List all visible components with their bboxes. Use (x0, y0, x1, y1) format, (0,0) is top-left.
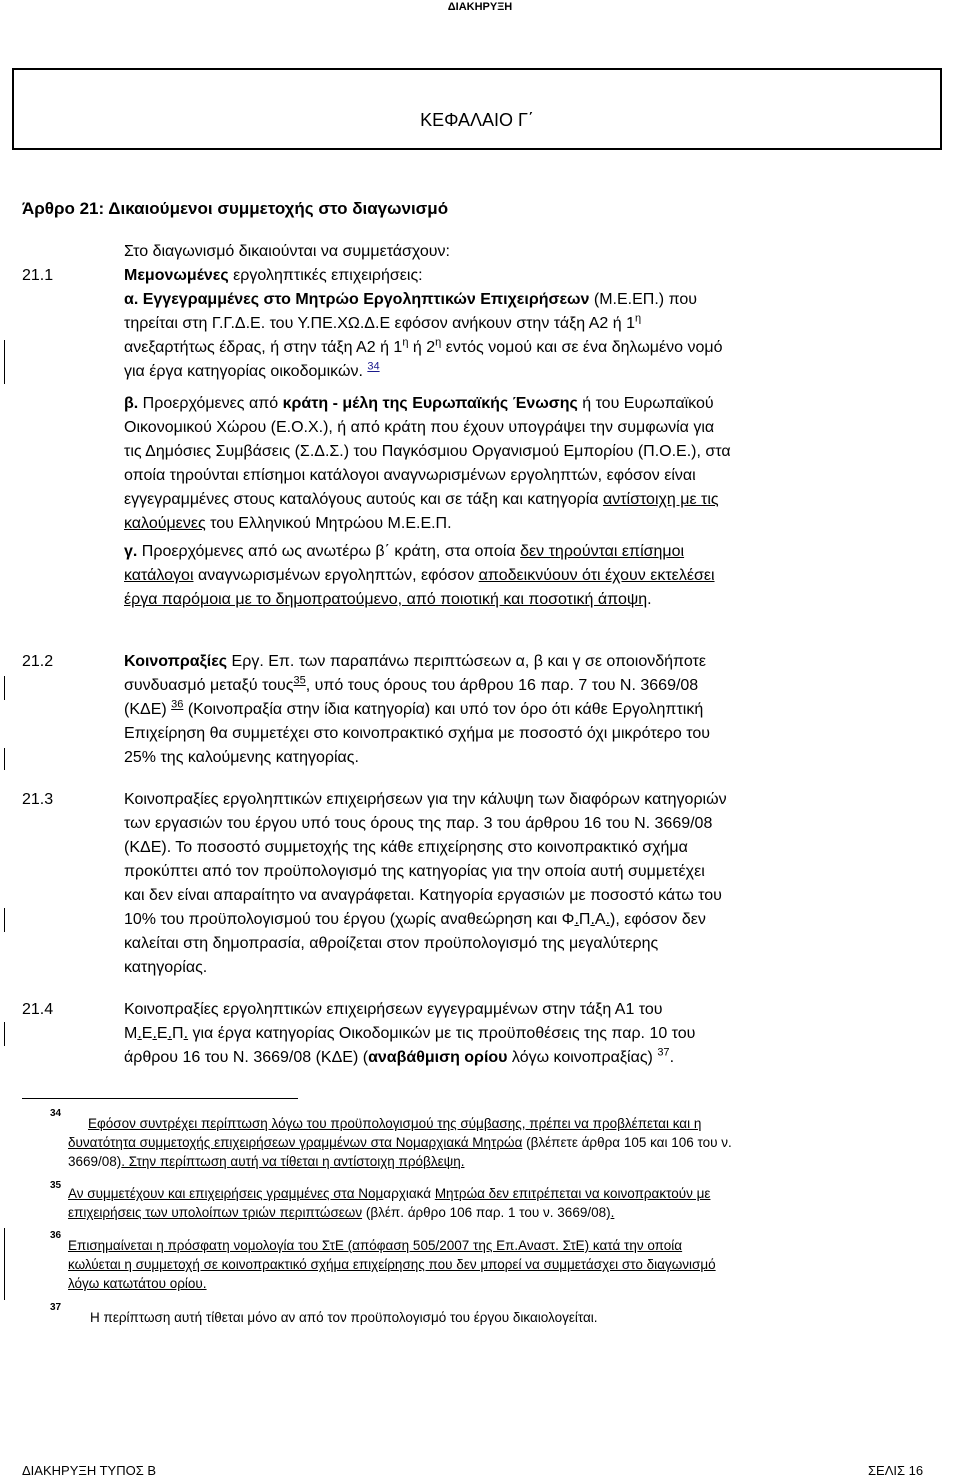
s211-b-line1b: κράτη - μέλη της Ευρωπαϊκής Ένωσης (282, 395, 578, 412)
f34-l2u: δυνατότητα συμμετοχής επιχειρήσεων γραμμένων στα Νομαρχιακά Μητρώα (68, 1135, 523, 1150)
s214-line1: Κοινοπραξίες εργοληπτικών επιχειρήσεων εγγεγραμμένων στην τάξη Α1 του (124, 1001, 663, 1018)
f36-l3u: λόγω κατωτάτου ορίου. (68, 1276, 207, 1291)
s212-l1: Εργ. Επ. των παραπάνω περιπτώσεων α, β και γ σε οποιονδήποτε (227, 653, 706, 670)
s214-l3d: . (669, 1049, 675, 1066)
f36-l2u: κωλύεται η συμμετοχή σε κοινοπρακτικό σχήμα επιχείρησης που δεν μπορεί να συμμετάσχει στο διαγωνισμό (68, 1257, 716, 1272)
footnote-ref-37[interactable]: 37 (657, 1046, 670, 1059)
s213-l6u1: . (574, 911, 579, 928)
s214-l2d: Π (172, 1025, 184, 1042)
s211-a-line4 (124, 360, 935, 384)
s211-intro: Στο διαγωνισμό δικαιούνται να συμμετάσχουν: (124, 243, 450, 260)
f35-l2u: επιχειρήσεις των υπολοίπων τριών περιπτώσεων (68, 1205, 363, 1220)
footnote-35-line1 (68, 1184, 934, 1203)
s214-line2 (124, 1022, 935, 1046)
s214-l2u4: . (183, 1025, 189, 1042)
s211-c-line2u: κατάλογοι (124, 567, 194, 584)
s212-l3b: (Κοινοπραξία στην ίδια κατηγορία) και υπό τον όρο ότι κάθε Εργοληπτική (183, 701, 704, 718)
s213-line5: και δεν είναι απαραίτητο να αναγράφεται. Κατηγορία εργασιών με ποσοστό κάτω του (124, 887, 722, 904)
s214-l2u3: . (167, 1025, 173, 1042)
revision-bar (4, 748, 5, 770)
s214-l2e: για έργα κατηγορίας Οικοδομικών με τις προϋποθέσεις της παρ. 10 του (188, 1025, 696, 1042)
s211-b-line6 (124, 512, 935, 536)
s211-b-line2: Οικονομικού Χώρου (Ε.Ο.Χ.), ή από κράτη που έχουν υπογράψει την συμφωνία για (124, 419, 715, 436)
s211-c-line2 (124, 564, 935, 588)
s212-l2b: , υπό τους όρους του άρθρου 16 παρ. 7 του Ν. 3669/08 (305, 677, 699, 694)
s211-a-line4-text: για έργα κατηγορίας οικοδομικών. (124, 363, 363, 380)
s211-b-line1 (124, 392, 935, 416)
s211-c-line1 (124, 540, 935, 564)
s211-c-line1u: δεν τηρούνται επίσημοι (520, 543, 685, 560)
s211-c-label: γ. (124, 543, 138, 560)
s211-b-label: β. (124, 395, 139, 412)
s211-b-line5u: αντίστοιχη με τις (602, 491, 719, 508)
s214-l3c: λόγω κοινοπραξίας) (507, 1049, 653, 1066)
s214-l2b: Ε (141, 1025, 153, 1042)
revision-bar (4, 1228, 5, 1300)
s211-c-line1a: Προερχόμενες από ως ανωτέρω β΄ κράτη, στα οποία (137, 543, 521, 560)
s213-l6d: ), εφόσον δεν (610, 911, 706, 928)
s211-a-line2-text: τηρείται στη Γ.Γ.Δ.Ε. του Υ.ΠΕ.ΧΩ.Δ.Ε εφόσον ανήκουν στην τάξη Α2 ή 1 (124, 315, 635, 332)
s214-line3 (124, 1046, 935, 1070)
s214-l2u2: . (152, 1025, 157, 1042)
f34-l1u: Εφόσον συντρέχει περίπτωση λόγω του προϋπολογισμού της σύμβασης, πρέπει να προβλέπεται και η (88, 1116, 702, 1131)
s212-line2 (124, 674, 935, 698)
s213-number: 21.3 (22, 791, 54, 808)
sup-eta-3: η (435, 336, 442, 349)
s213-line3: (ΚΔΕ). Το ποσοστό συμμετοχής της κάθε επιχείρησης στο κοινοπρακτικό σχήμα (124, 839, 688, 856)
s213-line1: Κοινοπραξίες εργοληπτικών επιχειρήσεων για την κάλυψη των διαφόρων κατηγοριών (124, 791, 727, 808)
s211-a-line2 (124, 312, 935, 336)
s213-line8: κατηγορίας. (124, 959, 208, 976)
footnote-35-number: 35 (50, 1180, 62, 1191)
footnote-ref-36[interactable]: 36 (171, 698, 184, 711)
s213-l6u3: . (605, 911, 611, 928)
footnote-37-number: 37 (50, 1302, 62, 1313)
revision-bar (4, 340, 5, 384)
footnote-35-line2 (68, 1203, 934, 1222)
chapter-box (12, 68, 942, 150)
s212-line3 (124, 698, 935, 722)
s213-l6c: Α (594, 911, 606, 928)
s211-c-line2a: αναγνωρισμένων εργοληπτών, εφόσον (193, 567, 479, 584)
s211-b-line1a: Προερχόμενες από (138, 395, 283, 412)
s214-l3b: αναβάθμιση ορίου (368, 1049, 508, 1066)
s213-l6b: Π (578, 911, 591, 928)
footnote-36-line2 (68, 1255, 934, 1274)
s212-number: 21.2 (22, 653, 54, 670)
f34-l2: (βλέπετε άρθρα 105 και 106 του ν. (522, 1135, 732, 1150)
s211-a-line3 (124, 336, 935, 360)
footnote-34-number: 34 (50, 1108, 62, 1119)
s211-c-line3 (124, 588, 935, 612)
s214-l3a: άρθρου 16 του Ν. 3669/08 (ΚΔΕ) ( (124, 1049, 369, 1066)
s211-a-label: α. Εγγεγραμμένες στο Μητρώο Εργοληπτικών Επιχειρήσεων (124, 291, 590, 308)
footnote-34-line2 (68, 1133, 934, 1152)
s213-line7: καλείται στη δημοπρασία, αθροίζεται στον προϋπολογισμό της μεγαλύτερης (124, 935, 659, 952)
footnote-37-line1: Η περίπτωση αυτή τίθεται μόνο αν από τον προϋπολογισμό του έργου δικαιολογείται. (90, 1310, 598, 1325)
s212-l2a: συνδυασμό μεταξύ τους (124, 677, 294, 694)
footer-page-number: ΣΕΛΙΣ 16 (868, 1463, 924, 1478)
s213-l6a: 10% του προϋπολογισμού του έργου (χωρίς αναθεώρηση και Φ (124, 911, 575, 928)
s211-a-line3c: εντός νομού και σε ένα δηλωμένο νομό (441, 339, 723, 356)
revision-bar (4, 908, 5, 932)
page-header: ΔΙΑΚΗΡΥΞΗ (447, 1, 513, 13)
f34-l3u: . Στην περίπτωση αυτή να τίθεται η αντίστοιχη πρόβλεψη. (121, 1154, 465, 1169)
s211-a-line1 (124, 288, 935, 312)
s213-l6u2: . (590, 911, 595, 928)
s211-heading (124, 264, 423, 288)
footnote-separator (22, 1098, 298, 1099)
s212-line4: Επιχείρηση θα συμμετέχει στο κοινοπρακτικό σχήμα με ποσοστό όχι μικρότερο του (124, 725, 710, 742)
s211-c-line3u: έργα παρόμοια με το δημοπρατούμενο, από ποιοτική και ποσοτική άποψη (124, 591, 648, 608)
s211-a-line3-text: ανεξαρτήτως έδρας, ή στην τάξη Α2 ή 1 (124, 339, 403, 356)
f35-l1u: Αν συμμετέχουν και επιχειρήσεις γραμμένες στα Νομ (68, 1186, 384, 1201)
s211-a-line3b: ή 2 (408, 339, 436, 356)
s212-line5: 25% της καλούμενης κατηγορίας. (124, 749, 359, 766)
sup-eta-1: η (635, 312, 642, 325)
s213-line4: προκύπτει από τον προϋπολογισμό της κατηγορίας για την οποία αυτή συμμετέχει (124, 863, 705, 880)
s211-c-line2u2: αποδεικνύουν ότι έχουν εκτελέσει (478, 567, 715, 584)
s213-line6 (124, 908, 935, 932)
s212-l3a: (ΚΔΕ) (124, 701, 167, 718)
footer-left: ΔΙΑΚΗΡΥΞΗ ΤΥΠΟΣ Β (22, 1463, 157, 1478)
s211-b-line1c: ή του Ευρωπαϊκού (577, 395, 714, 412)
s211-b-line5 (124, 488, 935, 512)
f34-l3: 3669/08) (68, 1154, 122, 1169)
s214-number: 21.4 (22, 1001, 54, 1018)
footnote-36-number: 36 (50, 1230, 62, 1241)
footnote-ref-34[interactable]: 34 (367, 360, 380, 373)
s211-b-line6b: του Ελληνικού Μητρώου Μ.Ε.Ε.Π. (205, 515, 452, 532)
revision-bar (4, 1022, 5, 1046)
s211-b-line5a: εγγεγραμμένες στους καταλόγους αυτούς και σε τάξη και κατηγορία (124, 491, 603, 508)
s214-l2u1: . (137, 1025, 142, 1042)
s212-l1b: Κοινοπραξίες (124, 653, 228, 670)
s213-line2: των εργασιών του έργου υπό τους όρους της παρ. 3 του άρθρου 16 του Ν. 3669/08 (124, 815, 713, 832)
revision-bar (4, 676, 5, 700)
s211-head-bold: Μεμονωμένες (124, 267, 229, 284)
footnote-36-line3 (68, 1274, 934, 1293)
chapter-title: ΚΕΦΑΛΑΙΟ Γ΄ (420, 110, 534, 130)
footnote-36-line1 (68, 1236, 934, 1255)
s212-line1 (124, 650, 935, 674)
footnote-34-line1 (68, 1114, 934, 1133)
s211-b-line3: τις Δημόσιες Συμβάσεις (Σ.Δ.Σ.) του Παγκόσμιου Οργανισμού Εμπορίου (Π.Ο.Ε.), στα (124, 443, 731, 460)
f35-l1a: αρχιακά (383, 1186, 435, 1201)
sup-eta-2: η (402, 336, 409, 349)
s211-b-line6u: καλούμενες (124, 515, 206, 532)
f35-l1u2: Μητρώα δεν επιτρέπεται να κοινοπρακτούν με (434, 1186, 711, 1201)
s211-b-line4: οποία τηρούνται επίσημοι κατάλογοι αναγνωρισμένων εργοληπτών, εφόσον είναι (124, 467, 696, 484)
s211-a-line1-rest: (Μ.Ε.ΕΠ.) που (589, 291, 698, 308)
s211-c-line3end: . (647, 591, 652, 608)
article-title: Άρθρο 21: Δικαιούμενοι συμμετοχής στο διαγωνισμό (22, 199, 449, 218)
f35-l2: (βλέπ. άρθρο 106 παρ. 1 του ν. 3669/08) (362, 1205, 611, 1220)
s214-l2c: Ε (156, 1025, 168, 1042)
footnote-34-line3 (68, 1152, 934, 1171)
footnote-ref-35[interactable]: 35 (293, 674, 306, 687)
f35-l2u2: . (610, 1205, 615, 1220)
s211-head-rest: εργοληπτικές επιχειρήσεις: (228, 267, 423, 284)
s211-number: 21.1 (22, 267, 54, 284)
f36-l1u: Επισημαίνεται η πρόσφατη νομολογία του ΣτΕ (απόφαση 505/2007 της Επ.Αναστ. ΣτΕ) κατά την οποία (68, 1238, 683, 1253)
s214-l2a: Μ (124, 1025, 138, 1042)
